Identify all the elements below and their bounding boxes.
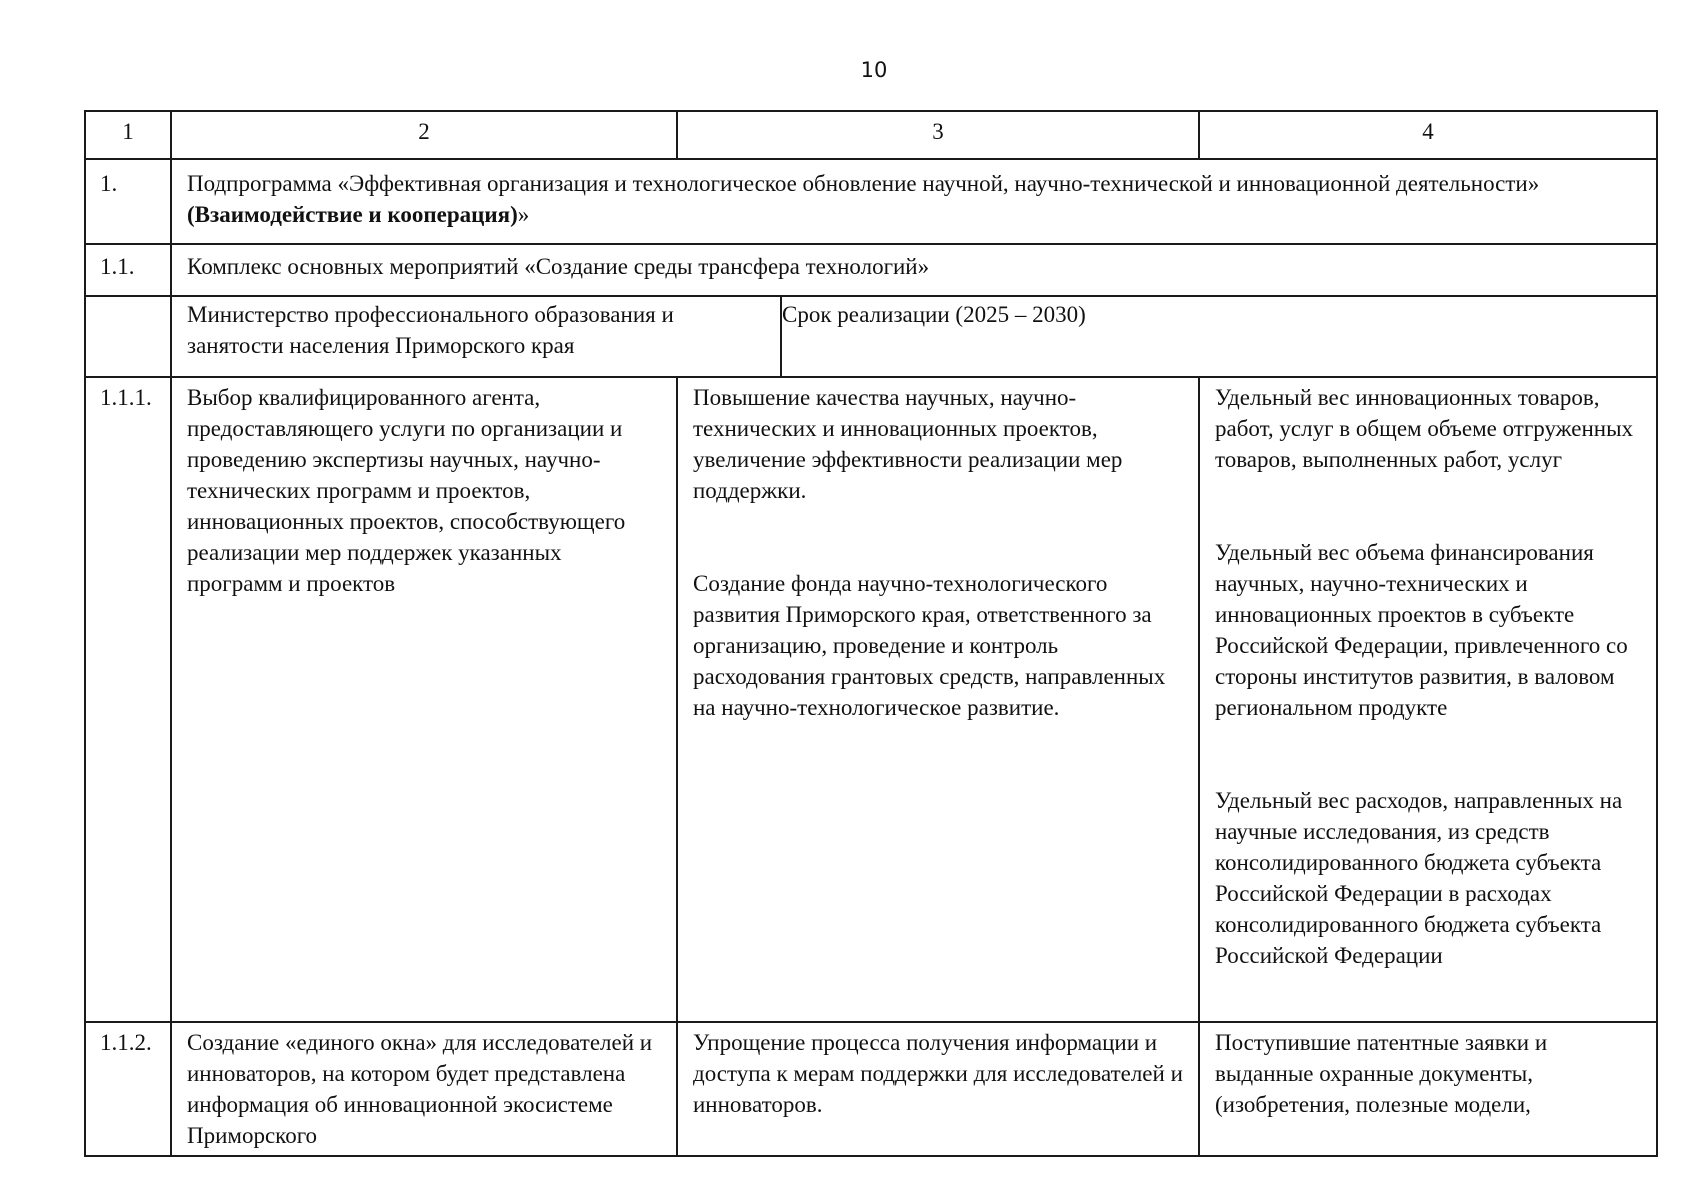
row-number: 1.1.1. bbox=[85, 377, 171, 1022]
subprogram-title-tail: » bbox=[517, 202, 530, 227]
header-col-1: 1 bbox=[85, 111, 171, 159]
result-text: Создание фонда научно-технологического развития Приморского края, ответственного за организацию, проведение и контроль расходования грантовых средств, направленных на научно-технологическое развитие. bbox=[693, 571, 1166, 720]
indicator-text: Удельный вес объема финансирования научных, научно-технических и инновационных проектов в субъекте Российской Федерации, привлеченного со стороны институтов развития, в валовом региональном продукте bbox=[1215, 540, 1628, 720]
ministry-cell bbox=[171, 296, 1657, 377]
ministry-number-empty bbox=[85, 296, 171, 377]
table-row bbox=[85, 377, 1657, 1022]
row-number: 1.1.2. bbox=[85, 1022, 171, 1156]
result-text: Упрощение процесса получения информации и доступа к мерам поддержки для исследователей и инноваторов. bbox=[693, 1030, 1183, 1117]
subprogram-number: 1. bbox=[85, 159, 171, 244]
implementation-term: Срок реализации (2025 – 2030) bbox=[782, 302, 1086, 327]
page-number: 10 bbox=[860, 58, 888, 82]
subprogram-title bbox=[171, 159, 1657, 244]
responsible-executor: Министерство профессионального образования и занятости населения Приморского края bbox=[172, 297, 782, 376]
complex-row bbox=[85, 244, 1657, 296]
complex-title: Комплекс основных мероприятий «Создание среды трансфера технологий» bbox=[171, 244, 1657, 296]
row-task: Выбор квалифицированного агента, предоставляющего услуги по организации и проведению экспертизы научных, научно-технических программ и проектов, инновационных проектов, способствующего реализации мер поддержек указанных программ и проектов bbox=[171, 377, 677, 1022]
row-indicators bbox=[1199, 377, 1657, 1022]
subprogram-title-bold: (Взаимодействие и кооперация) bbox=[187, 202, 518, 227]
complex-number: 1.1. bbox=[85, 244, 171, 296]
header-col-2: 2 bbox=[171, 111, 677, 159]
activities-table bbox=[84, 110, 1658, 1157]
header-col-3: 3 bbox=[677, 111, 1199, 159]
header-col-4: 4 bbox=[1199, 111, 1657, 159]
result-text: Повышение качества научных, научно-технических и инновационных проектов, увеличение эффективности реализации мер поддержки. bbox=[693, 385, 1123, 503]
row-indicators bbox=[1199, 1022, 1657, 1156]
table-row bbox=[85, 1022, 1657, 1156]
indicator-text: Удельный вес инновационных товаров, работ, услуг в общем объеме отгруженных товаров, выполненных работ, услуг bbox=[1215, 385, 1634, 472]
subprogram-row bbox=[85, 159, 1657, 244]
ministry-row bbox=[85, 296, 1657, 377]
indicator-text: Удельный вес расходов, направленных на научные исследования, из средств консолидированного бюджета субъекта Российской Федерации в расходах консолидированного бюджета субъекта Российской Федерации bbox=[1215, 788, 1623, 968]
row-task: Создание «единого окна» для исследователей и инноваторов, на котором будет представлена информация об инновационной экосистеме Приморского bbox=[171, 1022, 677, 1156]
row-results bbox=[677, 377, 1199, 1022]
row-results bbox=[677, 1022, 1199, 1156]
indicator-text: Поступившие патентные заявки и выданные охранные документы, (изобретения, полезные модели, bbox=[1215, 1030, 1548, 1117]
table-header-row bbox=[85, 111, 1657, 159]
subprogram-title-text: Подпрограмма «Эффективная организация и технологическое обновление научной, научно-технической и инновационной деятельности» bbox=[187, 171, 1540, 196]
